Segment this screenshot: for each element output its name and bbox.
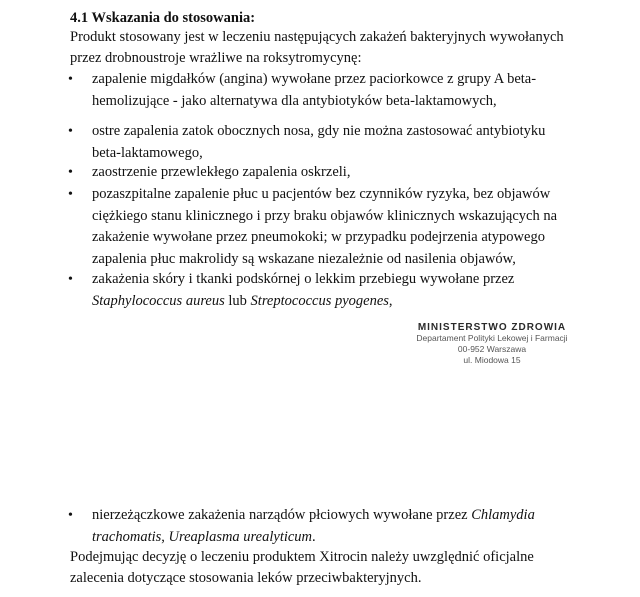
list-item-text: ,: [161, 528, 169, 545]
organism-name: Staphylococcus aureus: [92, 292, 225, 309]
organism-name: Streptococcus pyogenes: [250, 292, 389, 309]
stamp-line: 00-952 Warszawa: [457, 344, 527, 354]
list-item-text: ,: [388, 292, 393, 309]
stamp-line: ul. Miodowa 15: [463, 355, 521, 365]
stamp-title: MINISTERSTWO ZDROWIA: [417, 322, 567, 333]
list-item-text: zakażenia skóry i tkanki podskórnej o lekkim przebiegu wywołane przez: [92, 271, 515, 287]
list-item-text: nierzeżączkowe zakażenia narządów płciowych wywołane przez: [92, 507, 472, 523]
list-item-text: lub: [224, 292, 251, 309]
list-item: [92, 269, 572, 312]
ministry-stamp: [412, 322, 572, 366]
list-item: [92, 505, 572, 548]
section-heading: 4.1 Wskazania do stosowania:: [70, 10, 256, 26]
intro-paragraph: Produkt stosowany jest w leczeniu następujących zakażeń bakteryjnych wywołanych przez drobnoustroje wrażliwe na roksytromycynę:: [70, 29, 564, 66]
organism-name: Ureaplasma urealyticum: [168, 528, 313, 545]
closing-paragraph: Podejmując decyzję o leczeniu produktem Xitrocin należy uwzględnić oficjalne zalecenia dotyczące stosowania leków przeciwbakteryjnych.: [70, 549, 534, 586]
list-item: • pozaszpitalne zapalenie płuc u pacjentów bez czynników ryzyka, bez objawów ciężkiego stanu klinicznego i przy braku objawów klinicznych wskazujących na zakażenie wywołane przez pneumokoki; w przypadku podejrzenia atypowego zapalenia płuc makrolidy są wskazane niezależnie od nasilenia objawów,: [92, 184, 572, 270]
list-item: • zaostrzenie przewlekłego zapalenia oskrzeli,: [92, 162, 572, 184]
list-item: • zapalenie migdałków (angina) wywołane przez paciorkowce z grupy A beta-hemolizujące - jako alternatywa dla antybiotyków beta-laktamowych,: [92, 69, 572, 112]
list-item: • ostre zapalenia zatok obocznych nosa, gdy nie można zastosować antybiotyku beta-laktamowego,: [92, 121, 572, 164]
list-item-text: .: [312, 528, 316, 545]
stamp-line: Departament Polityki Lekowej i Farmacji: [416, 333, 568, 343]
organism-name: Chlamydia trachomatis: [92, 507, 535, 545]
